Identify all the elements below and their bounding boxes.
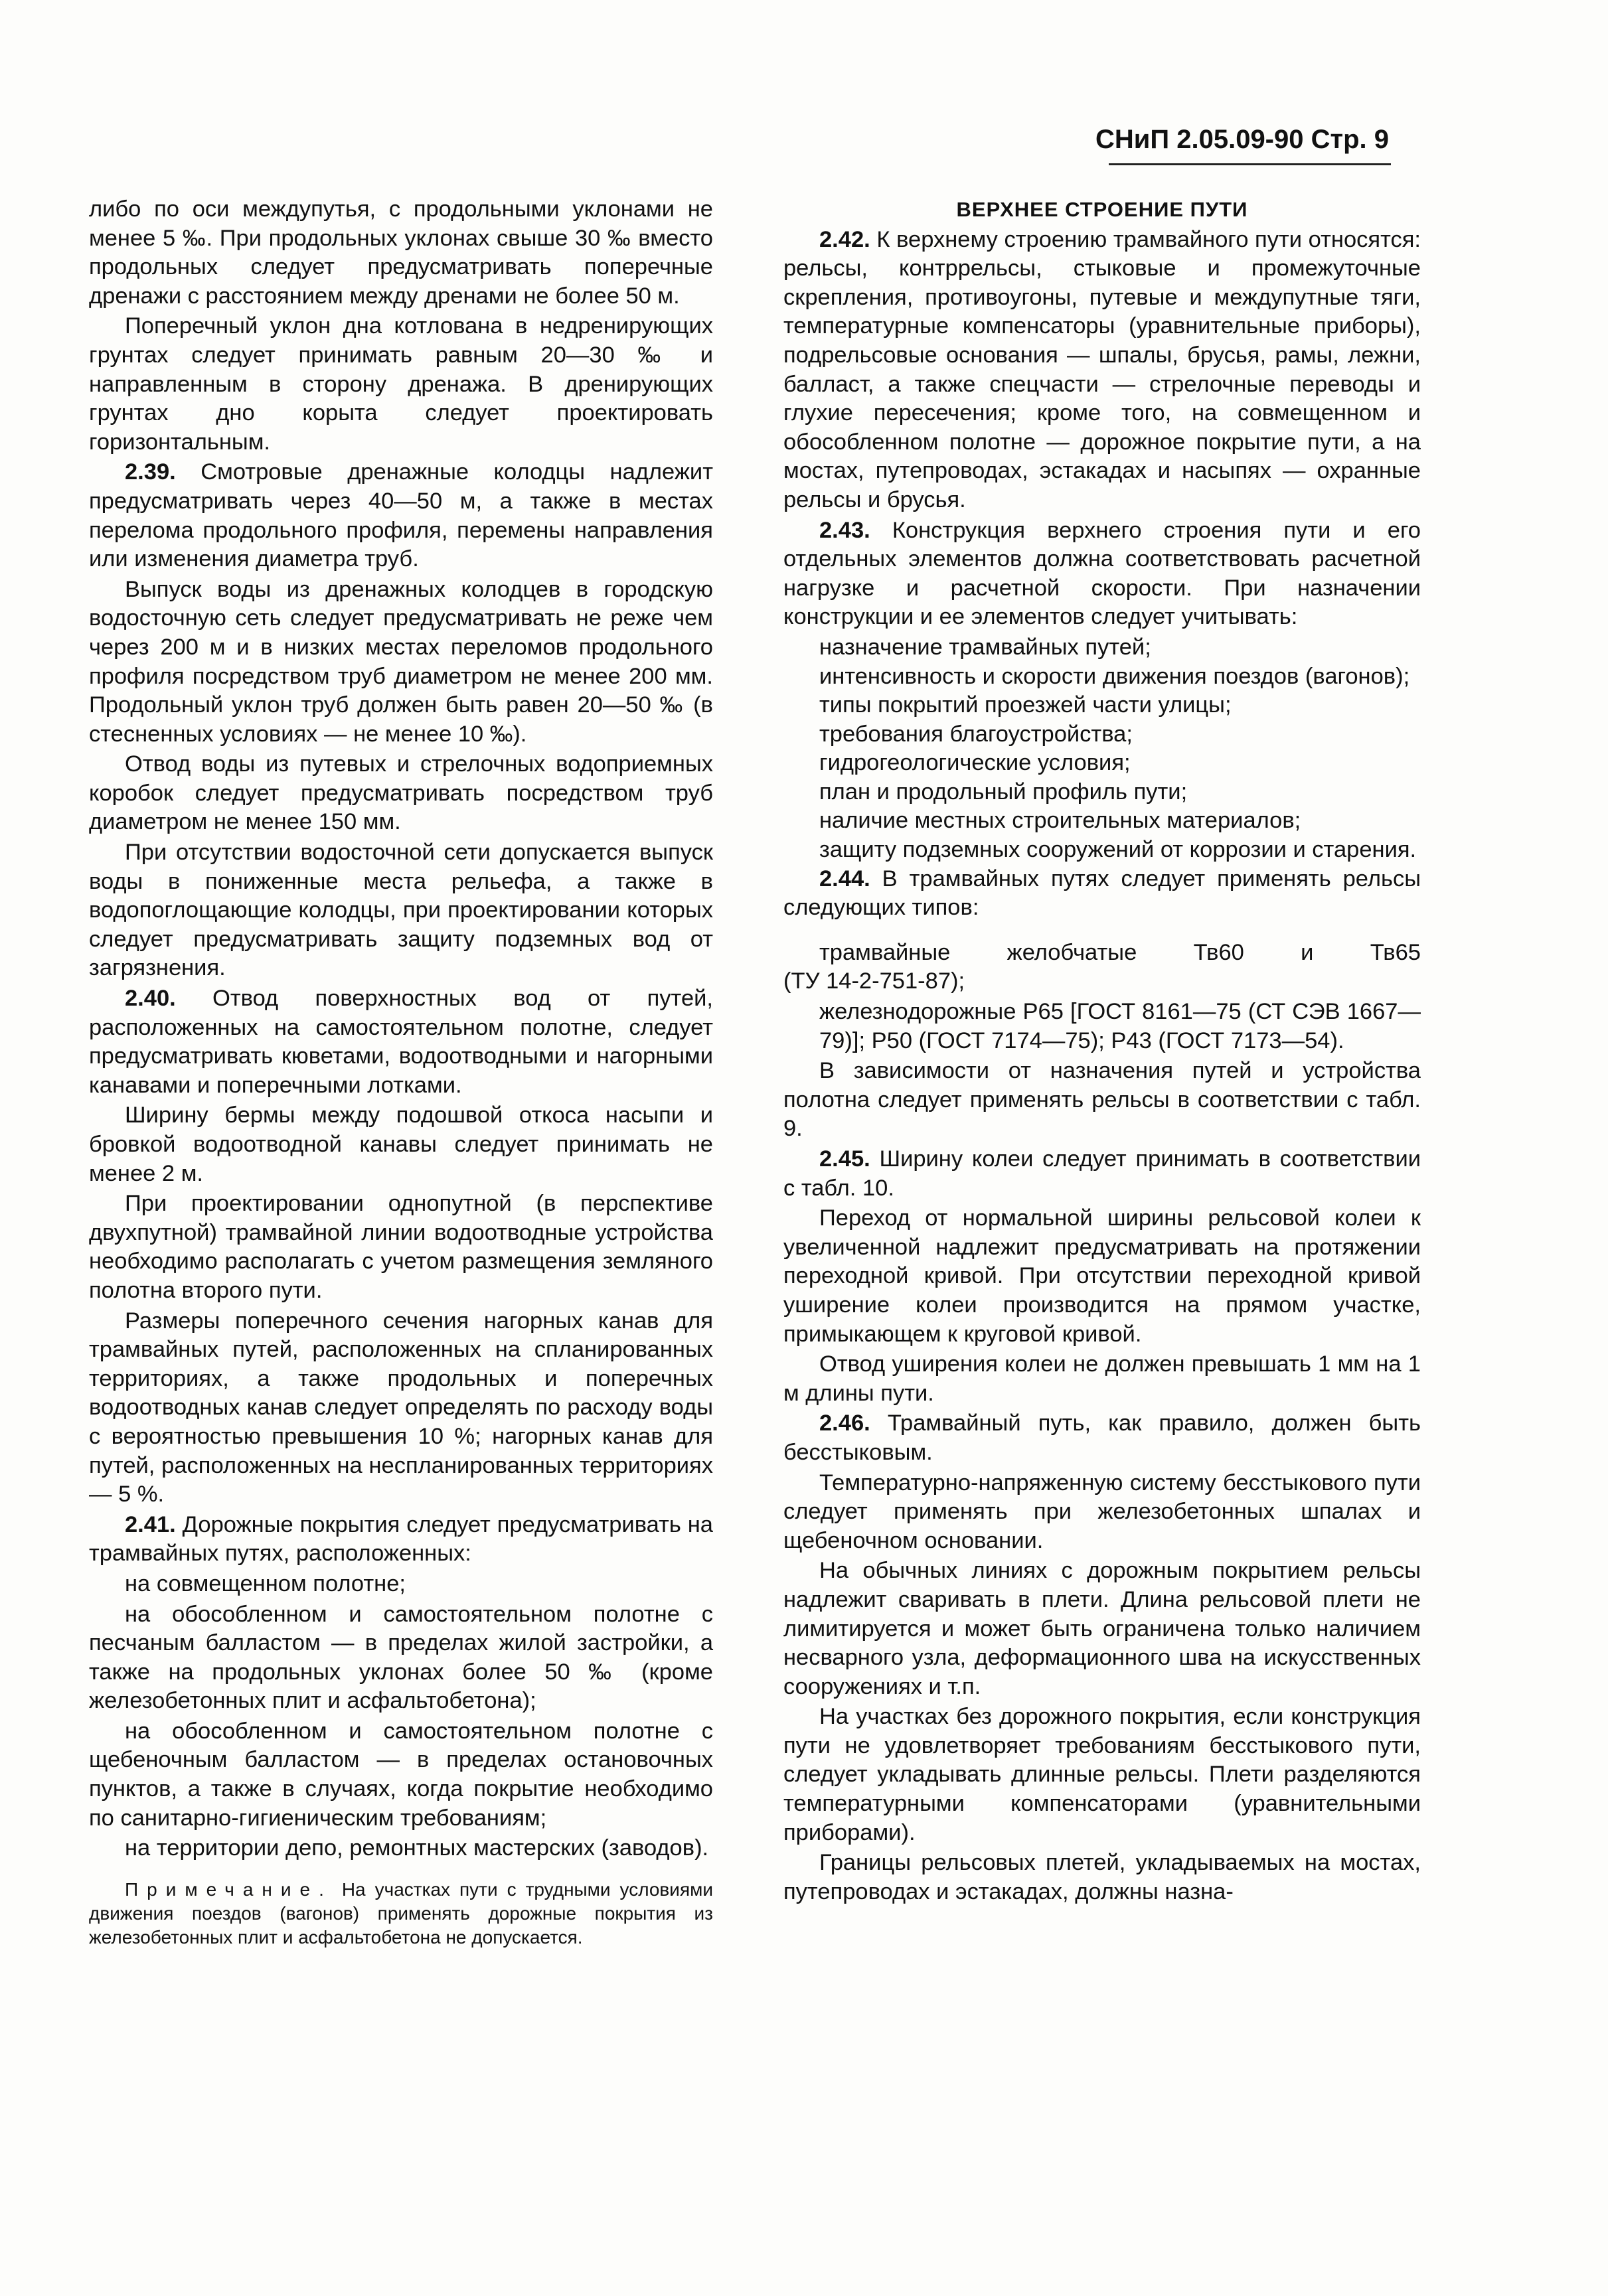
clause-2-44 — [783, 865, 1421, 923]
list-item: наличие местных строительных материалов; — [819, 808, 1301, 834]
section-title: ВЕРХНЕЕ СТРОЕНИЕ ПУТИ — [956, 198, 1248, 221]
clause-text: Конструкция верхнего строения пути и его отдельных элементов должна соответствовать расчетной нагрузке и расчетной скорости. При назначении конструкции и ее элементов следует учитывать: — [783, 517, 1421, 630]
rail-tram-line — [783, 939, 1421, 968]
note-text: На участках пути с трудными условиями движения поездов (вагонов) применять дорожные покрытия из железобетонных плит и асфальтобетона не допускается. — [89, 1878, 713, 1948]
rail-word: Тв65 — [1370, 939, 1421, 965]
clause-text: В трамвайных путях следует применять рельсы следующих типов: — [783, 866, 1421, 921]
paragraph: В зависимости от назначения путей и устройства полотна следует применять рельсы в соответствии с табл. 9. — [783, 1058, 1421, 1142]
list-item: назначение трамвайных путей; — [819, 634, 1151, 660]
clause-text: Отвод поверхностных вод от путей, расположенных на самостоятельном полотне, следует предусматривать кюветами, водоотводными и нагорными канавами и поперечными лотками. — [89, 986, 713, 1098]
paragraph: Отвод уширения колеи не должен превышать 1 мм на 1 м длины пути. — [783, 1351, 1421, 1406]
paragraph: либо по оси междупутья, с продольными уклонами не менее 5 ‰. При продольных уклонах свыше 30 ‰ вместо продольных следует предусматривать поперечные дренажи с расстоянием между дренами не более 50 м. — [89, 196, 713, 309]
note — [89, 1878, 713, 1950]
header-rule — [1109, 163, 1391, 165]
paragraph: Температурно-напряженную систему бесстыкового пути следует применять при железобетонных шпалах и щебеночном основании. — [783, 1470, 1421, 1553]
paragraph: Поперечный уклон дна котлована в недренирующих грунтах следует принимать равным 20—30 ‰ и направленным в сторону дренажа. В дренирующих грунтах дно корыта следует проектировать горизонтальным. — [89, 313, 713, 455]
paragraph: Отвод воды из путевых и стрелочных водоприемных коробок следует предусматривать посредством труб диаметром не менее 150 мм. — [89, 751, 713, 835]
clause-text: Ширину колеи следует принимать в соответствии с табл. 10. — [783, 1146, 1421, 1201]
clause-number: 2.45. — [819, 1146, 870, 1172]
clause-number: 2.41. — [125, 1511, 176, 1537]
page-header: СНиП 2.05.09-90 Стр. 9 — [1095, 125, 1389, 154]
clause-2-46 — [783, 1409, 1421, 1467]
clause-2-43 — [783, 516, 1421, 632]
clause-text: Дорожные покрытия следует предусматривать на трамвайных путях, расположенных: — [89, 1511, 713, 1567]
rail-word: Тв60 — [1193, 939, 1244, 965]
clause-2-39 — [89, 458, 713, 574]
list-item: на территории депо, ремонтных мастерских (заводов). — [125, 1835, 709, 1861]
list-item: типы покрытий проезжей части улицы; — [819, 692, 1232, 718]
clause-number: 2.42. — [819, 226, 870, 252]
paragraph: Выпуск воды из дренажных колодцев в городскую водосточную сеть следует предусматривать не реже чем через 200 м и в низких местах переломов продольного профиля посредством труб диаметром не менее 200 мм. Продольный уклон труб должен быть равен 20—50 ‰ (в стесненных условиях — не менее 10 ‰). — [89, 576, 713, 747]
note-label: Примечание. — [125, 1878, 333, 1900]
clause-2-41 — [89, 1511, 713, 1569]
left-column — [89, 195, 713, 1950]
list-item: план и продольный профиль пути; — [819, 779, 1188, 804]
list-item: требования благоустройства; — [819, 721, 1133, 747]
rail-word: желобчатые — [1006, 939, 1137, 965]
paragraph: Размеры поперечного сечения нагорных канав для трамвайных путей, расположенных на спланированных территориях, а также продольных и поперечных водоотводных канав следует определять по расходу воды с вероятностью превышения 10 %; нагорных канав для путей, расположенных на неспланированных территориях — 5 %. — [89, 1308, 713, 1507]
clause-number: 2.40. — [125, 986, 176, 1012]
list-item: защиту подземных сооружений от коррозии и старения. — [819, 837, 1417, 863]
rail-types — [783, 939, 1421, 1055]
right-column — [783, 195, 1421, 1908]
list-item: на обособленном и самостоятельном полотне с щебеночным балластом — в пределах остановочных пунктов, а также в случаях, когда покрытие необходимо по санитарно-гигиеническим требованиям; — [89, 1718, 713, 1831]
clause-text: К верхнему строению трамвайного пути относятся: рельсы, контррельсы, стыковые и промежуточные скрепления, противоугоны, путевые и междупутные тяги, температурные компенсаторы (уравнительные приборы), подрельсовые основания — шпалы, брусья, рамы, лежни, балласт, а также спецчасти — стрелочные переводы и глухие пересечения; кроме того, на совмещенном и обособленном полотне — дорожное покрытие пути, а на мостах, путепроводах, эстакадах и насыпях — охранные рельсы и брусья. — [783, 226, 1421, 512]
clause-number: 2.44. — [819, 866, 870, 891]
paragraph: При отсутствии водосточной сети допускается выпуск воды в пониженные места рельефа, а также в водопоглощающие колодцы, при проектировании которых следует предусматривать защиту подземных вод от загрязнения. — [89, 840, 713, 981]
list-item: на обособленном и самостоятельном полотне с песчаным балластом — в пределах жилой застройки, а также на продольных уклонах более 50 ‰ (кроме железобетонных плит и асфальтобетона); — [89, 1601, 713, 1714]
rail-tram-tu: (ТУ 14-2-751-87); — [783, 968, 965, 994]
clause-number: 2.46. — [819, 1411, 870, 1436]
clause-2-40 — [89, 984, 713, 1100]
rail-railroad: железнодорожные Р65 [ГОСТ 8161—75 (СТ СЭВ 1667—79)]; Р50 (ГОСТ 7174—75); Р43 (ГОСТ 7173—54). — [819, 999, 1421, 1053]
list-item: интенсивность и скорости движения поездов (вагонов); — [819, 663, 1410, 689]
clause-2-42 — [783, 226, 1421, 515]
rail-word: и — [1301, 939, 1314, 965]
paragraph: Переход от нормальной ширины рельсовой колеи к увеличенной надлежит предусматривать на протяжении переходной кривой. При отсутствии переходной кривой уширение колеи производится на прямом участке, примыкающем к круговой кривой. — [783, 1205, 1421, 1347]
rail-word: трамвайные — [819, 939, 951, 965]
list-item: на совмещенном полотне; — [125, 1570, 406, 1596]
paragraph: При проектировании однопутной (в перспективе двухпутной) трамвайной линии водоотводные устройства необходимо располагать с учетом размещения земляного полотна второго пути. — [89, 1191, 713, 1303]
paragraph: На участках без дорожного покрытия, если конструкция пути не удовлетворяет требованиям бесстыкового пути, следует укладывать длинные рельсы. Плети разделяются температурными компенсаторами (уравнительными приборами). — [783, 1704, 1421, 1845]
clause-text: Смотровые дренажные колодцы надлежит предусматривать через 40—50 м, а также в местах перелома продольного профиля, перемены направления или изменения диаметра труб. — [89, 459, 713, 572]
clause-2-45 — [783, 1145, 1421, 1203]
clause-text: Трамвайный путь, как правило, должен быть бесстыковым. — [783, 1411, 1421, 1465]
paragraph: Ширину бермы между подошвой откоса насыпи и бровкой водоотводной канавы следует принимать не менее 2 м. — [89, 1103, 713, 1186]
list-item: гидрогеологические условия; — [819, 750, 1131, 776]
clause-number: 2.43. — [819, 517, 870, 543]
paragraph: Границы рельсовых плетей, укладываемых на мостах, путепроводах и эстакадах, должны назна- — [783, 1850, 1421, 1904]
paragraph: На обычных линиях с дорожным покрытием рельсы надлежит сваривать в плети. Длина рельсовой плети не лимитируется и может быть ограничена только наличием несварного узла, деформационного шва на искусственных сооружениях и т.п. — [783, 1558, 1421, 1699]
clause-number: 2.39. — [125, 459, 176, 485]
